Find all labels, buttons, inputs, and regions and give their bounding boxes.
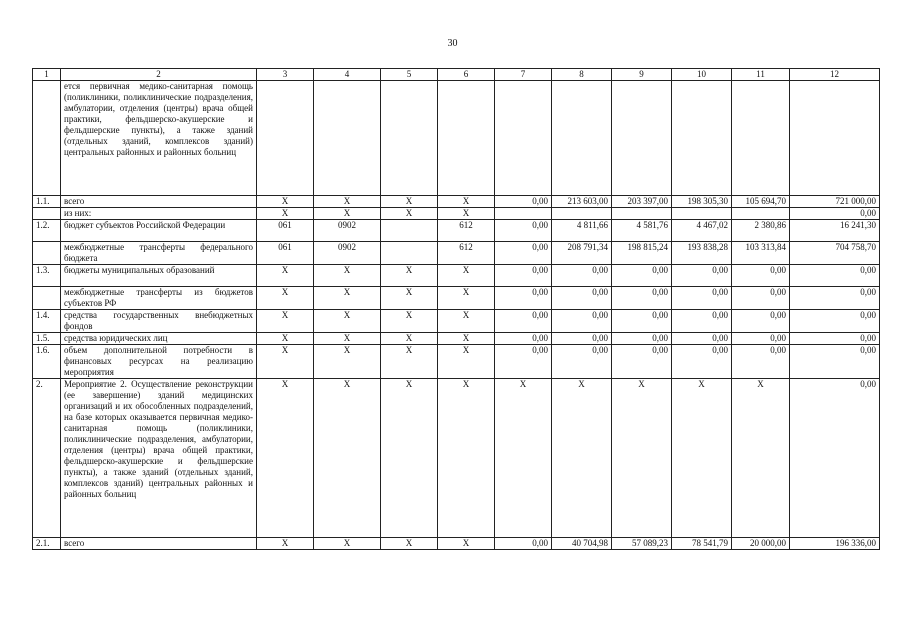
table-row <box>33 81 880 196</box>
code-cell <box>314 81 381 196</box>
amount-cell: 0,00 <box>495 333 552 345</box>
row-number-cell <box>33 81 61 196</box>
amount-cell: 0,00 <box>790 333 880 345</box>
amount-cell: 0,00 <box>790 287 880 310</box>
column-header: 6 <box>438 69 495 81</box>
code-cell <box>257 81 314 196</box>
code-cell: X <box>438 196 495 208</box>
amount-cell: 213 603,00 <box>552 196 612 208</box>
table-row <box>33 265 880 287</box>
code-cell: X <box>438 345 495 379</box>
amount-cell: 0,00 <box>495 196 552 208</box>
amount-cell: 0,00 <box>672 265 732 287</box>
code-cell: X <box>257 345 314 379</box>
code-cell: X <box>438 208 495 220</box>
code-cell: X <box>381 538 438 550</box>
code-cell: X <box>438 379 495 538</box>
code-cell: X <box>257 333 314 345</box>
amount-cell: 0,00 <box>790 265 880 287</box>
column-header: 2 <box>61 69 257 81</box>
code-cell: X <box>314 310 381 333</box>
amount-cell: 0,00 <box>732 265 790 287</box>
amount-cell: 0,00 <box>790 208 880 220</box>
code-cell: 061 <box>257 242 314 265</box>
code-cell: X <box>314 345 381 379</box>
code-cell: X <box>438 538 495 550</box>
amount-cell <box>790 81 880 196</box>
code-cell: X <box>314 208 381 220</box>
description-cell: всего <box>61 196 257 208</box>
amount-cell: 4 811,66 <box>552 220 612 242</box>
code-cell <box>381 242 438 265</box>
table-row <box>33 379 880 538</box>
table-row <box>33 242 880 265</box>
column-header: 7 <box>495 69 552 81</box>
code-cell: X <box>381 310 438 333</box>
amount-cell: 198 815,24 <box>612 242 672 265</box>
code-cell: 612 <box>438 242 495 265</box>
amount-cell: 208 791,34 <box>552 242 612 265</box>
amount-cell: 4 467,02 <box>672 220 732 242</box>
amount-cell <box>552 208 612 220</box>
code-cell: X <box>314 538 381 550</box>
amount-cell: 57 089,23 <box>612 538 672 550</box>
code-cell: 0902 <box>314 220 381 242</box>
row-number-cell: 2. <box>33 379 61 538</box>
amount-cell: 0,00 <box>552 345 612 379</box>
amount-cell: 103 313,84 <box>732 242 790 265</box>
row-number-cell: 1.6. <box>33 345 61 379</box>
amount-cell: 0,00 <box>790 310 880 333</box>
column-header: 3 <box>257 69 314 81</box>
amount-cell: X <box>495 379 552 538</box>
table-row <box>33 208 880 220</box>
row-number-cell: 1.5. <box>33 333 61 345</box>
amount-cell <box>495 81 552 196</box>
amount-cell: 0,00 <box>495 265 552 287</box>
amount-cell: 16 241,30 <box>790 220 880 242</box>
code-cell: X <box>314 196 381 208</box>
description-cell: межбюджетные трансферты федерального бюджета <box>61 242 257 265</box>
table-row <box>33 538 880 550</box>
amount-cell: 0,00 <box>672 287 732 310</box>
code-cell: X <box>314 287 381 310</box>
column-header: 8 <box>552 69 612 81</box>
code-cell: 061 <box>257 220 314 242</box>
amount-cell: 0,00 <box>612 345 672 379</box>
amount-cell: 193 838,28 <box>672 242 732 265</box>
amount-cell <box>672 208 732 220</box>
amount-cell <box>672 81 732 196</box>
amount-cell: 0,00 <box>495 242 552 265</box>
description-cell: бюджеты муниципальных образований <box>61 265 257 287</box>
amount-cell: 0,00 <box>672 310 732 333</box>
amount-cell <box>552 81 612 196</box>
amount-cell: 40 704,98 <box>552 538 612 550</box>
amount-cell: 0,00 <box>552 310 612 333</box>
code-cell: 612 <box>438 220 495 242</box>
amount-cell: 0,00 <box>552 333 612 345</box>
amount-cell: 0,00 <box>790 379 880 538</box>
code-cell: X <box>438 265 495 287</box>
amount-cell <box>495 208 552 220</box>
code-cell: X <box>257 538 314 550</box>
amount-cell: 78 541,79 <box>672 538 732 550</box>
row-number-cell <box>33 242 61 265</box>
column-header: 9 <box>612 69 672 81</box>
column-header: 1 <box>33 69 61 81</box>
row-number-cell <box>33 287 61 310</box>
code-cell: X <box>257 310 314 333</box>
amount-cell <box>612 208 672 220</box>
description-cell: всего <box>61 538 257 550</box>
description-cell: ется первичная медико-санитарная помощь (поликлиники, поликлинические подразделения, амбулатории, отделения (центры) врача общей практики, фельдшерско-акушерские и фельдшерские пункты), а также зданий (отдельных зданий, комплексов зданий) центральных районных и районных больниц <box>61 81 257 196</box>
amount-cell: 203 397,00 <box>612 196 672 208</box>
amount-cell: 0,00 <box>672 345 732 379</box>
description-cell: Мероприятие 2. Осуществление реконструкции (ее завершение) зданий медицинских организаций и их обособленных подразделений, на базе которых оказывается первичная медико-санитарная помощь (поликлиники, поликлинические подразделения, амбулатории, отделения (центры) врача общей практики, фельдшерско-акушерские и фельдшерские пункты), а также зданий (отдельных зданий, комплексов зданий) центральных районных и районных больниц <box>61 379 257 538</box>
column-header: 12 <box>790 69 880 81</box>
code-cell: 0902 <box>314 242 381 265</box>
amount-cell: 0,00 <box>612 333 672 345</box>
amount-cell: 0,00 <box>552 265 612 287</box>
column-header: 10 <box>672 69 732 81</box>
code-cell: X <box>257 379 314 538</box>
amount-cell: 0,00 <box>495 310 552 333</box>
amount-cell: 198 305,30 <box>672 196 732 208</box>
amount-cell: 196 336,00 <box>790 538 880 550</box>
column-header: 4 <box>314 69 381 81</box>
table-row <box>33 287 880 310</box>
amount-cell: 105 694,70 <box>732 196 790 208</box>
row-number-cell: 2.1. <box>33 538 61 550</box>
amount-cell <box>612 81 672 196</box>
table-row <box>33 310 880 333</box>
amount-cell: 0,00 <box>495 538 552 550</box>
code-cell <box>438 81 495 196</box>
code-cell: X <box>438 333 495 345</box>
column-header: 5 <box>381 69 438 81</box>
amount-cell: 0,00 <box>732 287 790 310</box>
code-cell: X <box>438 310 495 333</box>
table-header-row <box>33 69 880 81</box>
amount-cell: 0,00 <box>495 220 552 242</box>
amount-cell: 0,00 <box>790 345 880 379</box>
code-cell: X <box>381 379 438 538</box>
amount-cell: X <box>732 379 790 538</box>
amount-cell <box>732 81 790 196</box>
code-cell: X <box>381 345 438 379</box>
amount-cell: 0,00 <box>732 345 790 379</box>
code-cell: X <box>381 265 438 287</box>
amount-cell: 0,00 <box>495 287 552 310</box>
table-row <box>33 196 880 208</box>
code-cell: X <box>257 265 314 287</box>
column-header: 11 <box>732 69 790 81</box>
code-cell: X <box>257 196 314 208</box>
code-cell: X <box>314 379 381 538</box>
code-cell: X <box>257 287 314 310</box>
amount-cell: 0,00 <box>732 333 790 345</box>
code-cell <box>381 220 438 242</box>
amount-cell: 0,00 <box>552 287 612 310</box>
code-cell <box>381 81 438 196</box>
code-cell: X <box>314 333 381 345</box>
row-number-cell: 1.3. <box>33 265 61 287</box>
code-cell: X <box>381 208 438 220</box>
table-row <box>33 220 880 242</box>
table-row <box>33 345 880 379</box>
amount-cell <box>732 208 790 220</box>
description-cell: средства юридических лиц <box>61 333 257 345</box>
amount-cell: 0,00 <box>612 310 672 333</box>
description-cell: бюджет субъектов Российской Федерации <box>61 220 257 242</box>
amount-cell: 0,00 <box>732 310 790 333</box>
row-number-cell: 1.2. <box>33 220 61 242</box>
amount-cell: 704 758,70 <box>790 242 880 265</box>
code-cell: X <box>257 208 314 220</box>
amount-cell: 20 000,00 <box>732 538 790 550</box>
amount-cell: 0,00 <box>495 345 552 379</box>
amount-cell: 721 000,00 <box>790 196 880 208</box>
amount-cell: 0,00 <box>672 333 732 345</box>
budget-table <box>32 68 880 550</box>
row-number-cell: 1.1. <box>33 196 61 208</box>
description-cell: из них: <box>61 208 257 220</box>
code-cell: X <box>381 287 438 310</box>
amount-cell: X <box>672 379 732 538</box>
row-number-cell <box>33 208 61 220</box>
amount-cell: 2 380,86 <box>732 220 790 242</box>
description-cell: межбюджетные трансферты из бюджетов субъектов РФ <box>61 287 257 310</box>
description-cell: объем дополнительной потребности в финансовых ресурсах на реализацию мероприятия <box>61 345 257 379</box>
amount-cell: 0,00 <box>612 265 672 287</box>
description-cell: средства государственных внебюджетных фондов <box>61 310 257 333</box>
page-number: 30 <box>447 38 458 49</box>
row-number-cell: 1.4. <box>33 310 61 333</box>
code-cell: X <box>314 265 381 287</box>
amount-cell: 4 581,76 <box>612 220 672 242</box>
table-row <box>33 333 880 345</box>
code-cell: X <box>438 287 495 310</box>
amount-cell: 0,00 <box>612 287 672 310</box>
amount-cell: X <box>612 379 672 538</box>
code-cell: X <box>381 333 438 345</box>
code-cell: X <box>381 196 438 208</box>
amount-cell: X <box>552 379 612 538</box>
